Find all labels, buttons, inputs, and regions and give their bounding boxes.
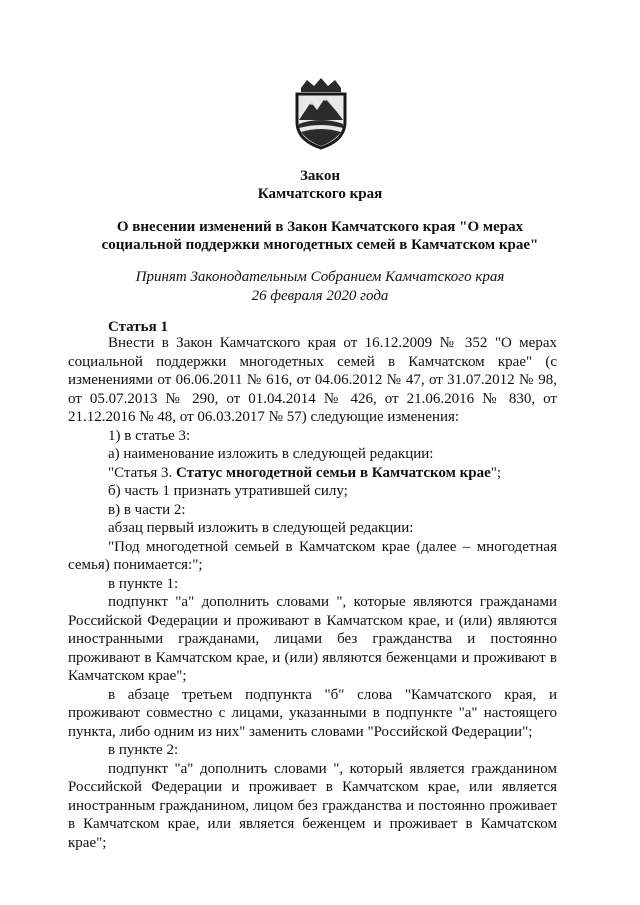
law-title-line-1: О внесении изменений в Закон Камчатского края "О мерах [116,219,524,235]
paragraph: в абзаце третьем подпункта "б" слова "Камчатского края, и проживают совместно с лицами, указанными в подпункте "а" настоящего пункта, либо одним из них" заменить словами "Российской Федерации"; [68,686,557,740]
text: "Статья 3. [108,464,176,481]
paragraph: 1) в статье 3: [108,427,191,444]
paragraph: в пункте 1: [108,575,179,592]
paragraph: в пункте 2: [108,742,179,758]
document-type: Закон [299,168,340,184]
paragraph: "Под многодетной семьей в Камчатском крае (далее – многодетная семья) понимается:"; [68,538,557,573]
adoption-body: Принят Законодательным Собранием Камчатского края [135,269,505,285]
kamchatka-coat-of-arms-icon [287,78,355,150]
new-article-heading: Статус многодетной семьи в Камчатском крае [175,464,491,481]
paragraph: абзац первый изложить в следующей редакции: [108,520,414,536]
paragraph: подпункт "а" дополнить словами ", которые являются гражданами Российской Федерации и проживают в Камчатском крае, и (или) являются иностранными гражданами, лицами без гражданства и постоянно проживают в Камчатском крае, и (или) являются беженцами и проживают в Камчатском крае"; [68,594,557,684]
paragraph: б) часть 1 признать утратившей силу; [108,483,348,499]
paragraph: в) в части 2: [108,501,186,518]
law-title-line-2: социальной поддержки многодетных семей в Камчатском крае" [101,237,539,253]
paragraph: Внести в Закон Камчатского края от 16.12.2009 № 352 "О мерах социальной поддержки многодетных семей в Камчатском крае" (с изменениями от 06.06.2011 № 616, от 04.06.2012 № 47, от 31.07.2012 № 98, от 05.07.2013 № 290, от 01.04.2014 № 426, от 21.06.2016 № 830, от 21.12.2016 № 48, от 06.03.2017 № 57) следующие изменения: [68,335,557,425]
paragraph: подпункт "а" дополнить словами ", который является гражданином Российской Федерации и проживает в Камчатском крае, или является иностранным гражданином, лицом без гражданства и постоянно проживает в Камчатском крае, или является беженцем и проживает в Камчатском крае"; [68,760,557,851]
article-title: Статья 1 [108,319,168,335]
paragraph: а) наименование изложить в следующей редакции: [108,446,434,462]
adoption-date: 26 февраля 2020 года [251,288,389,304]
text: "; [490,464,502,481]
article-body [68,334,557,852]
paragraph [68,464,557,483]
region-name: Камчатского края [257,186,383,202]
